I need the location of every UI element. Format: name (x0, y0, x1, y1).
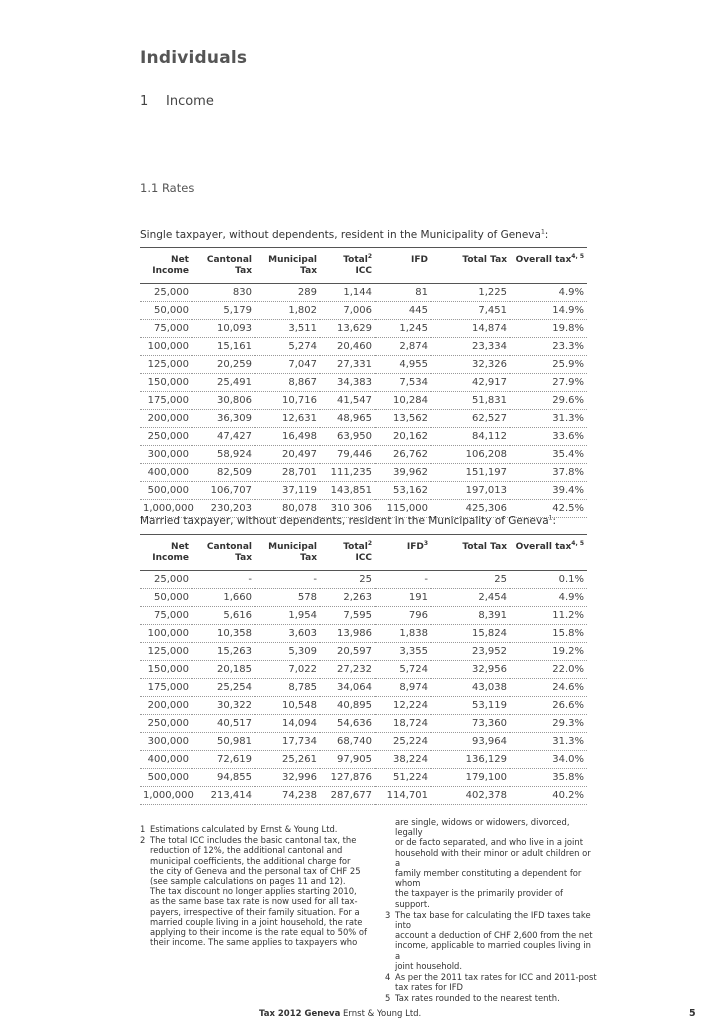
footnote-line: applying to their income is the rate equal to 50% of (150, 927, 367, 938)
footnote (140, 835, 380, 947)
table-cell: 20,259 (192, 356, 255, 374)
table-cell: 28,701 (255, 464, 320, 482)
table-cell: 19.2% (510, 643, 587, 661)
table-cell: 34,064 (320, 679, 375, 697)
table-cell: 62,527 (431, 410, 510, 428)
column-header: Municipal Tax (268, 255, 317, 276)
table-cell: 39,962 (375, 464, 431, 482)
table-cell: 17,734 (255, 733, 320, 751)
table-cell: 8,785 (255, 679, 320, 697)
table-row (140, 751, 587, 769)
table-cell: 830 (192, 284, 255, 302)
table-cell: 213,414 (192, 787, 255, 805)
table-cell: 25 (320, 571, 375, 589)
table-row (140, 733, 587, 751)
table-cell: 200,000 (140, 410, 192, 428)
table-cell: 51,224 (375, 769, 431, 787)
single-caption-end: : (544, 229, 549, 241)
footnotes-left-column (140, 824, 380, 948)
table-row (140, 428, 587, 446)
table-cell: 27,331 (320, 356, 375, 374)
table-cell: 24.6% (510, 679, 587, 697)
married-caption-end: : (552, 515, 557, 527)
table-header-row (140, 248, 587, 284)
table-cell: 106,707 (192, 482, 255, 500)
table-cell: 15,161 (192, 338, 255, 356)
table-cell: 50,000 (140, 589, 192, 607)
table-cell: 1,245 (375, 320, 431, 338)
table-row (140, 715, 587, 733)
table-cell: 32,996 (255, 769, 320, 787)
table-cell: 48,965 (320, 410, 375, 428)
table-cell: 5,724 (375, 661, 431, 679)
table-cell: 2,263 (320, 589, 375, 607)
table-cell: 114,701 (375, 787, 431, 805)
table-cell: 143,851 (320, 482, 375, 500)
table-cell: 12,631 (255, 410, 320, 428)
table-cell: 289 (255, 284, 320, 302)
table-cell: 25,261 (255, 751, 320, 769)
table-cell: 175,000 (140, 392, 192, 410)
table-cell: 1,954 (255, 607, 320, 625)
table-cell: 106,208 (431, 446, 510, 464)
table-cell: 796 (375, 607, 431, 625)
footnote-line: The tax discount no longer applies starting 2010, (150, 886, 357, 897)
table-cell: 74,238 (255, 787, 320, 805)
section-number: 1 (140, 94, 149, 109)
table-cell: 54,636 (320, 715, 375, 733)
table-cell: - (375, 571, 431, 589)
table-cell: 29.3% (510, 715, 587, 733)
table-row (140, 643, 587, 661)
footnote-line: (see sample calculations on pages 11 and 12). (150, 876, 346, 887)
table-cell: 20,162 (375, 428, 431, 446)
table-cell: 310 306 (320, 500, 375, 518)
table-row (140, 446, 587, 464)
table-cell: 1,802 (255, 302, 320, 320)
table-cell: 8,974 (375, 679, 431, 697)
table-cell: 63,950 (320, 428, 375, 446)
table-cell: 73,360 (431, 715, 510, 733)
footnote-line: the taxpayer is the primarily provider of support. (395, 888, 563, 909)
table-cell: 68,740 (320, 733, 375, 751)
table-cell: 23.3% (510, 338, 587, 356)
table-cell: 115,000 (375, 500, 431, 518)
table-cell: 1,838 (375, 625, 431, 643)
table-cell: 75,000 (140, 320, 192, 338)
table-cell: 94,855 (192, 769, 255, 787)
footnote (140, 824, 380, 834)
table-row (140, 571, 587, 589)
table-cell: 75,000 (140, 607, 192, 625)
table-cell: 25.9% (510, 356, 587, 374)
column-header: IFD$^3$ (406, 540, 428, 552)
table-cell: 13,629 (320, 320, 375, 338)
married-caption-sup: 1 (548, 514, 553, 522)
table-cell: 425,306 (431, 500, 510, 518)
table-row (140, 625, 587, 643)
table-cell: 150,000 (140, 661, 192, 679)
table-cell: 50,981 (192, 733, 255, 751)
table-cell: 32,956 (431, 661, 510, 679)
column-header: IFD (411, 255, 428, 265)
footnote-number: 3 (385, 909, 391, 920)
table-cell: 250,000 (140, 428, 192, 446)
table-cell: 35.8% (510, 769, 587, 787)
table-cell: 7,022 (255, 661, 320, 679)
table-cell: 41,547 (320, 392, 375, 410)
table-cell: 20,460 (320, 338, 375, 356)
footer-title: Tax 2012 Geneva (259, 1009, 341, 1019)
page-number: 5 (689, 1008, 696, 1019)
single-caption-text: Single taxpayer, without dependents, resident in the Municipality of Geneva (140, 229, 541, 241)
table-row (140, 392, 587, 410)
footnote-line: or de facto separated, and who live in a joint (395, 837, 583, 848)
table-cell: 7,006 (320, 302, 375, 320)
table-cell: 81 (375, 284, 431, 302)
footnote (385, 910, 597, 971)
table-cell: 100,000 (140, 338, 192, 356)
table-row (140, 607, 587, 625)
subsection-title: 1.1 Rates (140, 181, 195, 195)
table-cell: 1,000,000 (140, 787, 192, 805)
table-cell: 34.0% (510, 751, 587, 769)
footnote-line: Estimations calculated by Ernst & Young Ltd. (150, 824, 338, 834)
table-row (140, 320, 587, 338)
table-cell: 25,254 (192, 679, 255, 697)
table-cell: 5,274 (255, 338, 320, 356)
table-cell: - (255, 571, 320, 589)
column-header: Total Tax (462, 255, 507, 265)
table-cell: 30,806 (192, 392, 255, 410)
table-cell: 25,224 (375, 733, 431, 751)
table-cell: 15,263 (192, 643, 255, 661)
page-heading: Individuals (140, 48, 248, 68)
table-cell: 287,677 (320, 787, 375, 805)
table-cell: 58,924 (192, 446, 255, 464)
table-cell: 50,000 (140, 302, 192, 320)
table-cell: 7,595 (320, 607, 375, 625)
table-row (140, 589, 587, 607)
table-cell: 72,619 (192, 751, 255, 769)
table-cell: 15.8% (510, 625, 587, 643)
table-cell: 12,224 (375, 697, 431, 715)
table-row (140, 302, 587, 320)
table-cell: 400,000 (140, 464, 192, 482)
footnote-line: reduction of 12%, the additional cantonal and (150, 845, 343, 856)
table-cell: 31.3% (510, 733, 587, 751)
table-cell: 34,383 (320, 374, 375, 392)
table-row (140, 464, 587, 482)
table-cell: 445 (375, 302, 431, 320)
table-cell: 43,038 (431, 679, 510, 697)
table-cell: 4,955 (375, 356, 431, 374)
table-cell: 111,235 (320, 464, 375, 482)
table-cell: 53,119 (431, 697, 510, 715)
table-cell: 8,867 (255, 374, 320, 392)
footnotes-right-column (385, 817, 597, 1005)
table-cell: 29.6% (510, 392, 587, 410)
footnote-line: account a deduction of CHF 2,600 from the net (395, 930, 593, 941)
single-taxpayer-table (140, 247, 587, 518)
table-row (140, 787, 587, 805)
table-cell: 10,716 (255, 392, 320, 410)
column-header: Overall tax$^{4, 5}$ (515, 540, 584, 552)
table-cell: 125,000 (140, 643, 192, 661)
table-cell: 82,509 (192, 464, 255, 482)
table-cell: 5,179 (192, 302, 255, 320)
column-header: Overall tax$^{4, 5}$ (515, 253, 584, 265)
table-cell: 51,831 (431, 392, 510, 410)
table-row (140, 679, 587, 697)
table-cell: 40,517 (192, 715, 255, 733)
footer-company: Ernst & Young Ltd. (343, 1009, 422, 1019)
table-cell: 2,454 (431, 589, 510, 607)
table-cell: 80,078 (255, 500, 320, 518)
table-cell: 15,824 (431, 625, 510, 643)
table-row (140, 769, 587, 787)
column-header: Cantonal Tax (206, 255, 252, 276)
table-cell: 578 (255, 589, 320, 607)
table-cell: 400,000 (140, 751, 192, 769)
table-cell: 93,964 (431, 733, 510, 751)
married-table-caption (140, 515, 556, 527)
table-row (140, 356, 587, 374)
table-cell: 79,446 (320, 446, 375, 464)
table-cell: 14,874 (431, 320, 510, 338)
footnote-line: The tax base for calculating the IFD taxes take into (395, 909, 591, 931)
married-taxpayer-table (140, 534, 587, 805)
table-cell: 402,378 (431, 787, 510, 805)
table-cell: 36,309 (192, 410, 255, 428)
footnote-line: family member constituting a dependent for whom (395, 868, 582, 889)
table-row (140, 374, 587, 392)
table-cell: 300,000 (140, 733, 192, 751)
table-cell: 27.9% (510, 374, 587, 392)
table-cell: 33.6% (510, 428, 587, 446)
table-cell: 8,391 (431, 607, 510, 625)
table-cell: 22.0% (510, 661, 587, 679)
page-footer (259, 1009, 421, 1019)
table-cell: 175,000 (140, 679, 192, 697)
table-header-row (140, 535, 587, 571)
table-cell: 500,000 (140, 769, 192, 787)
table-cell: 25,491 (192, 374, 255, 392)
table-cell: 30,322 (192, 697, 255, 715)
footnote (385, 993, 597, 1003)
table-cell: 300,000 (140, 446, 192, 464)
column-header: Total$^2$ ICC (343, 253, 372, 276)
column-header: Net Income (152, 542, 189, 563)
table-row (140, 661, 587, 679)
table-cell: 197,013 (431, 482, 510, 500)
table-cell: 25,000 (140, 284, 192, 302)
table-cell: 7,047 (255, 356, 320, 374)
table-cell: 26,762 (375, 446, 431, 464)
table-cell: 26.6% (510, 697, 587, 715)
table-cell: 20,185 (192, 661, 255, 679)
table-cell: 27,232 (320, 661, 375, 679)
table-cell: 200,000 (140, 697, 192, 715)
table-cell: 37,119 (255, 482, 320, 500)
table-cell: 151,197 (431, 464, 510, 482)
footnote-line: married couple living in a joint household, the rate (150, 916, 363, 927)
table-cell: 3,603 (255, 625, 320, 643)
table-cell: 1,660 (192, 589, 255, 607)
table-cell: 5,616 (192, 607, 255, 625)
table-cell: 10,284 (375, 392, 431, 410)
table-cell: 10,358 (192, 625, 255, 643)
table-cell: 13,562 (375, 410, 431, 428)
table-cell: 37.8% (510, 464, 587, 482)
table-cell: 53,162 (375, 482, 431, 500)
table-cell: 125,000 (140, 356, 192, 374)
table-row (140, 410, 587, 428)
table-cell: 20,497 (255, 446, 320, 464)
table-cell: 150,000 (140, 374, 192, 392)
footnote-line: payers, irrespective of their family situation. For a (150, 906, 360, 917)
footnote-line: municipal coefficients, the additional charge for (150, 855, 351, 866)
column-header: Net Income (152, 255, 189, 276)
footnote-line: joint household. (395, 960, 463, 971)
table-cell: - (192, 571, 255, 589)
table-cell: 16,498 (255, 428, 320, 446)
footnote-line: tax rates for IFD (395, 982, 463, 993)
footnote-continuation (385, 817, 597, 909)
footnote (385, 972, 597, 992)
table-cell: 1,144 (320, 284, 375, 302)
footnote-number: 5 (385, 993, 391, 1004)
table-cell: 179,100 (431, 769, 510, 787)
table-cell: 127,876 (320, 769, 375, 787)
table-row (140, 284, 587, 302)
column-header: Total Tax (462, 542, 507, 552)
table-cell: 2,874 (375, 338, 431, 356)
column-header: Municipal Tax (268, 542, 317, 563)
footnote-line: Tax rates rounded to the nearest tenth. (395, 993, 560, 1004)
footnote-number: 1 (140, 824, 146, 834)
footnote-line: as the same base tax rate is now used for all tax- (150, 896, 358, 907)
footnote-line: As per the 2011 tax rates for ICC and 2011-post (395, 972, 597, 983)
table-row (140, 338, 587, 356)
table-cell: 10,548 (255, 697, 320, 715)
table-cell: 42,917 (431, 374, 510, 392)
footnote-line: the city of Geneva and the personal tax of CHF 25 (150, 865, 361, 876)
table-cell: 32,326 (431, 356, 510, 374)
table-cell: 100,000 (140, 625, 192, 643)
married-caption-text: Married taxpayer, without dependents, resident in the Municipality of Geneva (140, 515, 549, 527)
table-cell: 230,203 (192, 500, 255, 518)
footnote-number: 2 (140, 835, 146, 846)
table-cell: 5,309 (255, 643, 320, 661)
table-cell: 13,986 (320, 625, 375, 643)
table-cell: 25,000 (140, 571, 192, 589)
table-cell: 136,129 (431, 751, 510, 769)
table-cell: 47,427 (192, 428, 255, 446)
table-cell: 31.3% (510, 410, 587, 428)
table-cell: 10,093 (192, 320, 255, 338)
table-cell: 250,000 (140, 715, 192, 733)
footnote-line: household with their minor or adult children or a (395, 847, 591, 868)
table-cell: 0.1% (510, 571, 587, 589)
footnote-number: 4 (385, 972, 391, 983)
table-cell: 39.4% (510, 482, 587, 500)
section-title: Income (166, 94, 214, 109)
table-cell: 1,225 (431, 284, 510, 302)
table-row (140, 482, 587, 500)
table-cell: 19.8% (510, 320, 587, 338)
footnote-line: income, applicable to married couples living in a (395, 940, 591, 961)
table-cell: 25 (431, 571, 510, 589)
single-table-caption (140, 229, 548, 241)
table-cell: 35.4% (510, 446, 587, 464)
footnote-line: The total ICC includes the basic cantonal tax, the (150, 835, 357, 846)
table-row (140, 697, 587, 715)
single-caption-sup: 1 (540, 228, 545, 236)
table-cell: 1,000,000 (140, 500, 192, 518)
table-cell: 3,511 (255, 320, 320, 338)
table-cell: 191 (375, 589, 431, 607)
table-cell: 40.2% (510, 787, 587, 805)
footnote-line: their income. The same applies to taxpayers who (150, 937, 358, 948)
table-cell: 14.9% (510, 302, 587, 320)
table-cell: 84,112 (431, 428, 510, 446)
table-cell: 23,334 (431, 338, 510, 356)
table-cell: 23,952 (431, 643, 510, 661)
table-cell: 14,094 (255, 715, 320, 733)
column-header: Cantonal Tax (206, 542, 252, 563)
table-cell: 20,597 (320, 643, 375, 661)
table-cell: 18,724 (375, 715, 431, 733)
table-cell: 7,534 (375, 374, 431, 392)
table-cell: 7,451 (431, 302, 510, 320)
table-cell: 97,905 (320, 751, 375, 769)
column-header: Total$^2$ ICC (343, 540, 372, 563)
table-cell: 3,355 (375, 643, 431, 661)
footnote-line: are single, widows or widowers, divorced, legally (395, 817, 570, 838)
table-cell: 42.5% (510, 500, 587, 518)
table-cell: 4.9% (510, 589, 587, 607)
table-cell: 11.2% (510, 607, 587, 625)
table-cell: 40,895 (320, 697, 375, 715)
table-cell: 500,000 (140, 482, 192, 500)
table-cell: 38,224 (375, 751, 431, 769)
table-cell: 4.9% (510, 284, 587, 302)
